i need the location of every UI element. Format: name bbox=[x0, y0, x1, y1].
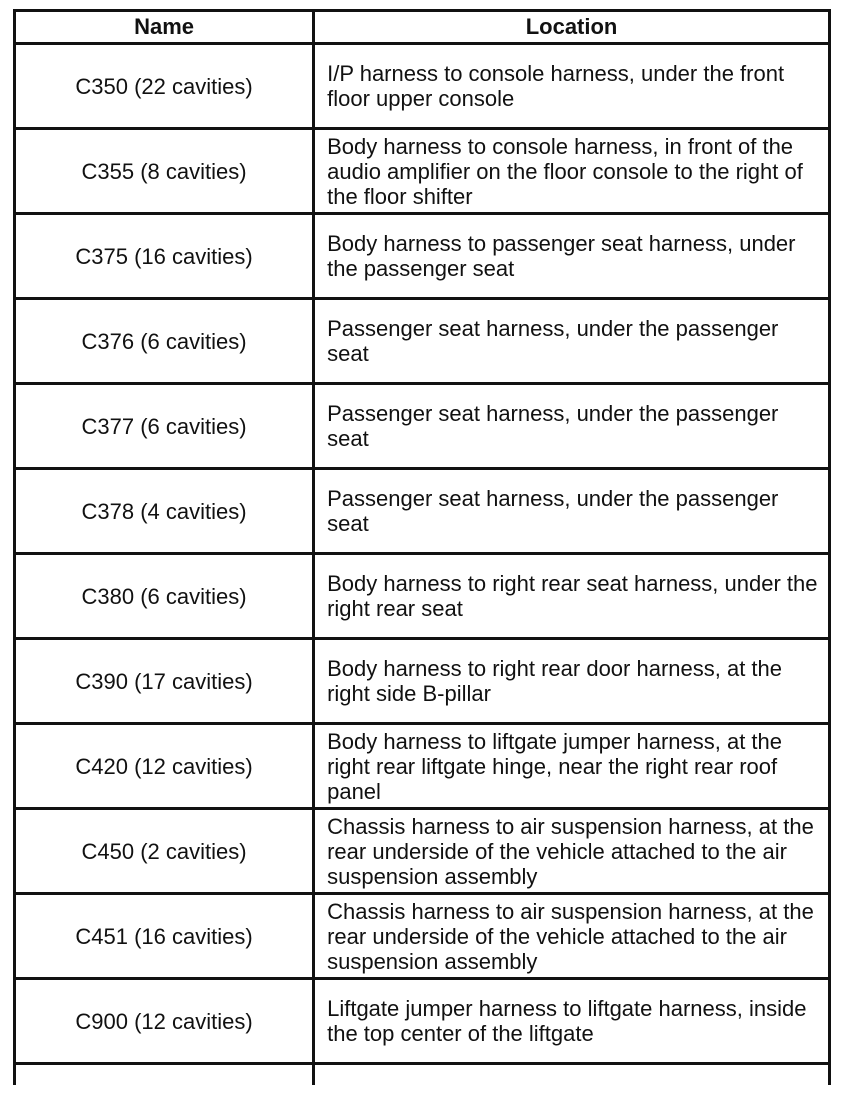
connector-name-cell: C380 (6 cavities) bbox=[15, 554, 314, 639]
connector-location-cell: Liftgate jumper harness to liftgate harness, inside the top center of the liftgate bbox=[314, 979, 830, 1064]
continuation-location-cell bbox=[314, 1064, 830, 1086]
table-body bbox=[15, 44, 830, 1086]
connector-name-cell: C900 (12 cavities) bbox=[15, 979, 314, 1064]
connector-location-cell: Chassis harness to air suspension harness, at the rear underside of the vehicle attached to the air suspension assembly bbox=[314, 894, 830, 979]
connector-location-table bbox=[13, 9, 831, 1085]
connector-location-cell: Body harness to liftgate jumper harness, at the right rear liftgate hinge, near the right rear roof panel bbox=[314, 724, 830, 809]
table-row bbox=[15, 639, 830, 724]
connector-location-cell: Passenger seat harness, under the passenger seat bbox=[314, 299, 830, 384]
table-row bbox=[15, 894, 830, 979]
table-row bbox=[15, 214, 830, 299]
table-row bbox=[15, 299, 830, 384]
continuation-name-cell bbox=[15, 1064, 314, 1086]
header-name: Name bbox=[15, 11, 314, 44]
table-row bbox=[15, 724, 830, 809]
connector-name-cell: C450 (2 cavities) bbox=[15, 809, 314, 894]
connector-name-cell: C377 (6 cavities) bbox=[15, 384, 314, 469]
connector-location-cell: Body harness to console harness, in front of the audio amplifier on the floor console to the right of the floor shifter bbox=[314, 129, 830, 214]
connector-name-cell: C376 (6 cavities) bbox=[15, 299, 314, 384]
connector-name-cell: C355 (8 cavities) bbox=[15, 129, 314, 214]
connector-name-cell: C375 (16 cavities) bbox=[15, 214, 314, 299]
table-row bbox=[15, 129, 830, 214]
table-row bbox=[15, 384, 830, 469]
connector-location-cell: I/P harness to console harness, under the front floor upper console bbox=[314, 44, 830, 129]
header-row bbox=[15, 11, 830, 44]
connector-location-cell: Body harness to right rear door harness, at the right side B-pillar bbox=[314, 639, 830, 724]
connector-location-cell: Body harness to passenger seat harness, under the passenger seat bbox=[314, 214, 830, 299]
table-header bbox=[15, 11, 830, 44]
connector-location-cell: Body harness to right rear seat harness, under the right rear seat bbox=[314, 554, 830, 639]
connector-location-cell: Passenger seat harness, under the passenger seat bbox=[314, 469, 830, 554]
table-row-continuation bbox=[15, 1064, 830, 1086]
table-row bbox=[15, 809, 830, 894]
connector-name-cell: C350 (22 cavities) bbox=[15, 44, 314, 129]
connector-name-cell: C451 (16 cavities) bbox=[15, 894, 314, 979]
connector-location-cell: Passenger seat harness, under the passenger seat bbox=[314, 384, 830, 469]
connector-name-cell: C378 (4 cavities) bbox=[15, 469, 314, 554]
table-row bbox=[15, 979, 830, 1064]
connector-name-cell: C390 (17 cavities) bbox=[15, 639, 314, 724]
header-location: Location bbox=[314, 11, 830, 44]
connector-name-cell: C420 (12 cavities) bbox=[15, 724, 314, 809]
table-row bbox=[15, 554, 830, 639]
table-row bbox=[15, 44, 830, 129]
table-row bbox=[15, 469, 830, 554]
connector-location-cell: Chassis harness to air suspension harness, at the rear underside of the vehicle attached to the air suspension assembly bbox=[314, 809, 830, 894]
